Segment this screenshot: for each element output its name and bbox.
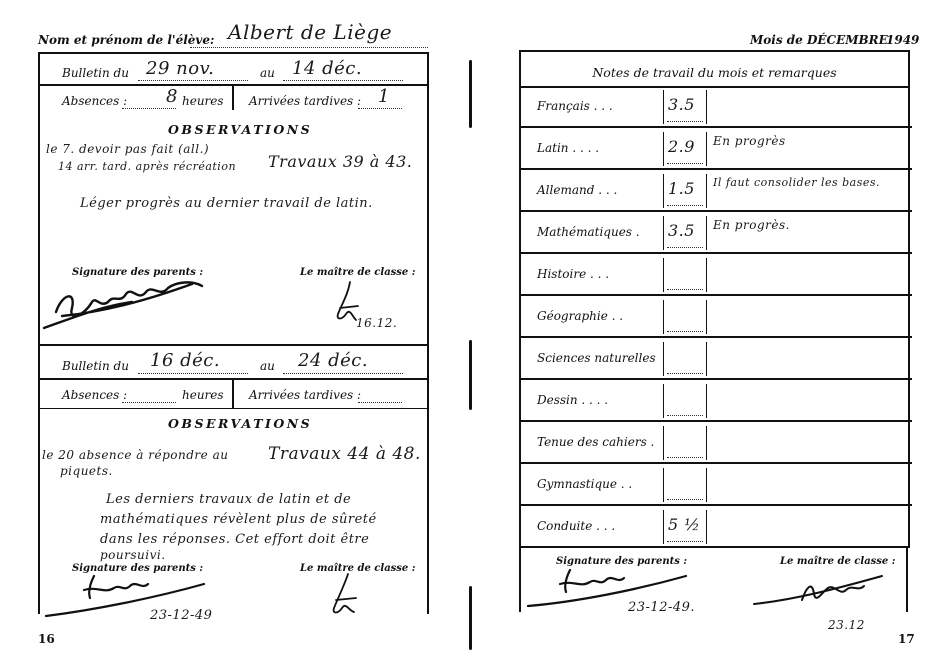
right-frame-left-edge [519, 546, 521, 612]
subject-row [521, 424, 912, 464]
grade-cell [663, 216, 707, 250]
subject-remark: En progrès [713, 134, 786, 148]
bulletin-1-note: Travaux 39 à 43. [268, 152, 413, 171]
right-frame-right-edge [906, 546, 908, 612]
subject-name: Histoire . . . [537, 267, 610, 281]
bulletin-2-teacher-signature [322, 572, 372, 618]
bulletin-2-note: Les derniers travaux de latin et de [106, 492, 352, 507]
bulletin-1-from-line [138, 79, 248, 81]
grade-cell [663, 174, 707, 208]
subject-row [521, 298, 912, 338]
subject-remark: Il faut consolider les bases. [713, 176, 881, 189]
binding-mark [469, 586, 472, 650]
bulletin-2-to-date: 24 déc. [298, 350, 369, 371]
bulletin-2-note: dans les réponses. Cet effort doit être [100, 532, 370, 547]
bulletin-2-note: mathématiques révèlent plus de sûreté [100, 512, 377, 527]
teacher-date: 23.12 [828, 618, 865, 632]
subject-name: Mathématiques . [537, 225, 640, 239]
teacher-signature-label: Le maître de classe : [780, 556, 896, 567]
subject-row [521, 130, 912, 170]
subject-row [521, 256, 912, 296]
subject-name: Tenue des cahiers . [537, 435, 655, 449]
bulletin-1-note: 14 arr. tard. après récréation [58, 160, 237, 173]
bulletin-1-absences-label: Absences : [62, 94, 128, 108]
binding-mark [469, 340, 472, 410]
grade-cell [663, 132, 707, 166]
teacher-signature [752, 570, 892, 610]
subject-row [521, 466, 912, 506]
bulletin-2-parents-date: 23-12-49 [150, 608, 213, 623]
bulletin-2-observations-divider [38, 408, 429, 409]
bulletin-2-late-line [358, 401, 402, 403]
bulletin-2-parents-signature-label: Signature des parents : [72, 563, 204, 574]
grade-value: 3.5 [668, 95, 695, 114]
grade-value: 3.5 [668, 221, 695, 240]
bulletin-2-label: Bulletin du [62, 359, 129, 373]
grade-cell [663, 342, 707, 376]
bulletin-2-from-line [138, 372, 248, 374]
page-number-left: 16 [38, 632, 55, 646]
student-name: Albert de Liège [228, 20, 393, 44]
grades-table [519, 50, 910, 548]
bulletin-1-teacher-signature-label: Le maître de classe : [300, 267, 416, 278]
bulletin-2-note: le 20 absence à répondre au [42, 448, 229, 462]
subject-row [521, 172, 912, 212]
bulletin-1-parents-signature-label: Signature des parents : [72, 267, 204, 278]
bulletin-2-observations-title: OBSERVATIONS [168, 416, 313, 431]
student-name-label: Nom et prénom de l'élève: [38, 33, 215, 47]
bulletin-2-column-divider [232, 378, 234, 408]
bulletin-1-to-date: 14 déc. [292, 58, 363, 79]
parents-date: 23-12-49. [628, 600, 696, 615]
grade-cell [663, 426, 707, 460]
bulletin-1-note: Léger progrès au dernier travail de latin. [80, 196, 373, 211]
grade-cell [663, 468, 707, 502]
bulletin-2-note: poursuivi. [100, 548, 166, 562]
bulletin-2-from-date: 16 déc. [150, 350, 221, 371]
subject-name: Gymnastique . . [537, 477, 633, 491]
subjects-list [521, 88, 912, 546]
subject-remark: En progrès. [713, 218, 790, 232]
bulletin-1-from-date: 29 nov. [146, 58, 215, 79]
bulletin-2-to-label: au [260, 359, 275, 373]
bulletin-separator [38, 344, 429, 346]
parents-signature-label: Signature des parents : [556, 556, 688, 567]
bulletin-1-absences-value: 8 [166, 86, 178, 107]
grade-cell [663, 258, 707, 292]
year: 1949 [886, 33, 920, 47]
bulletin-1-late-line [358, 107, 402, 109]
bulletin-2-to-line [283, 372, 403, 374]
subject-row [521, 214, 912, 254]
binding-mark [469, 60, 472, 128]
subject-row [521, 382, 912, 422]
bulletin-1-absences-line [122, 107, 176, 109]
bulletin-1-hours-label: heures [182, 94, 224, 108]
subject-name: Sciences naturelles [537, 351, 656, 365]
grade-cell [663, 384, 707, 418]
bulletin-2-teacher-signature-label: Le maître de classe : [300, 563, 416, 574]
subject-name: Français . . . [537, 99, 613, 113]
bulletin-1-divider [38, 84, 429, 86]
bulletin-1-label: Bulletin du [62, 66, 129, 80]
subject-row [521, 508, 912, 546]
bulletin-2-late-label: Arrivées tardives : [249, 388, 362, 402]
bulletin-2-note: piquets. [60, 464, 113, 478]
bulletin-2-divider [38, 378, 429, 380]
month-label: Mois de DÉCEMBRE [750, 33, 888, 47]
bulletin-1-teacher-date: 16.12. [356, 316, 398, 330]
subject-row [521, 88, 912, 128]
bulletin-1-parents-signature [42, 272, 212, 342]
subject-name: Allemand . . . [537, 183, 618, 197]
grades-title: Notes de travail du mois et remarques [592, 65, 837, 80]
bulletin-2-note: Travaux 44 à 48. [268, 444, 421, 464]
subject-name: Dessin . . . . [537, 393, 609, 407]
bulletin-1-late-value: 1 [378, 86, 390, 107]
bulletin-2-hours-label: heures [182, 388, 224, 402]
grade-value: 5 ½ [668, 515, 701, 534]
bulletin-1-observations-title: OBSERVATIONS [168, 122, 313, 137]
subject-name: Géographie . . [537, 309, 624, 323]
bulletin-1-column-divider [232, 84, 234, 110]
grade-cell [663, 90, 707, 124]
subject-row [521, 340, 912, 380]
bulletin-2-absences-label: Absences : [62, 388, 128, 402]
grade-cell [663, 300, 707, 334]
bulletin-1-late-label: Arrivées tardives : [249, 94, 362, 108]
subject-name: Latin . . . . [537, 141, 600, 155]
student-name-line [190, 46, 428, 48]
subject-name: Conduite . . . [537, 519, 616, 533]
grade-cell [663, 510, 707, 544]
bulletin-2-absences-line [122, 401, 176, 403]
bulletin-1-to-label: au [260, 66, 275, 80]
bulletin-1-note: le 7. devoir pas fait (all.) [46, 142, 210, 156]
grade-value: 1.5 [668, 179, 695, 198]
page-number-right: 17 [898, 632, 915, 646]
bulletin-1-to-line [283, 79, 403, 81]
grade-value: 2.9 [668, 137, 695, 156]
